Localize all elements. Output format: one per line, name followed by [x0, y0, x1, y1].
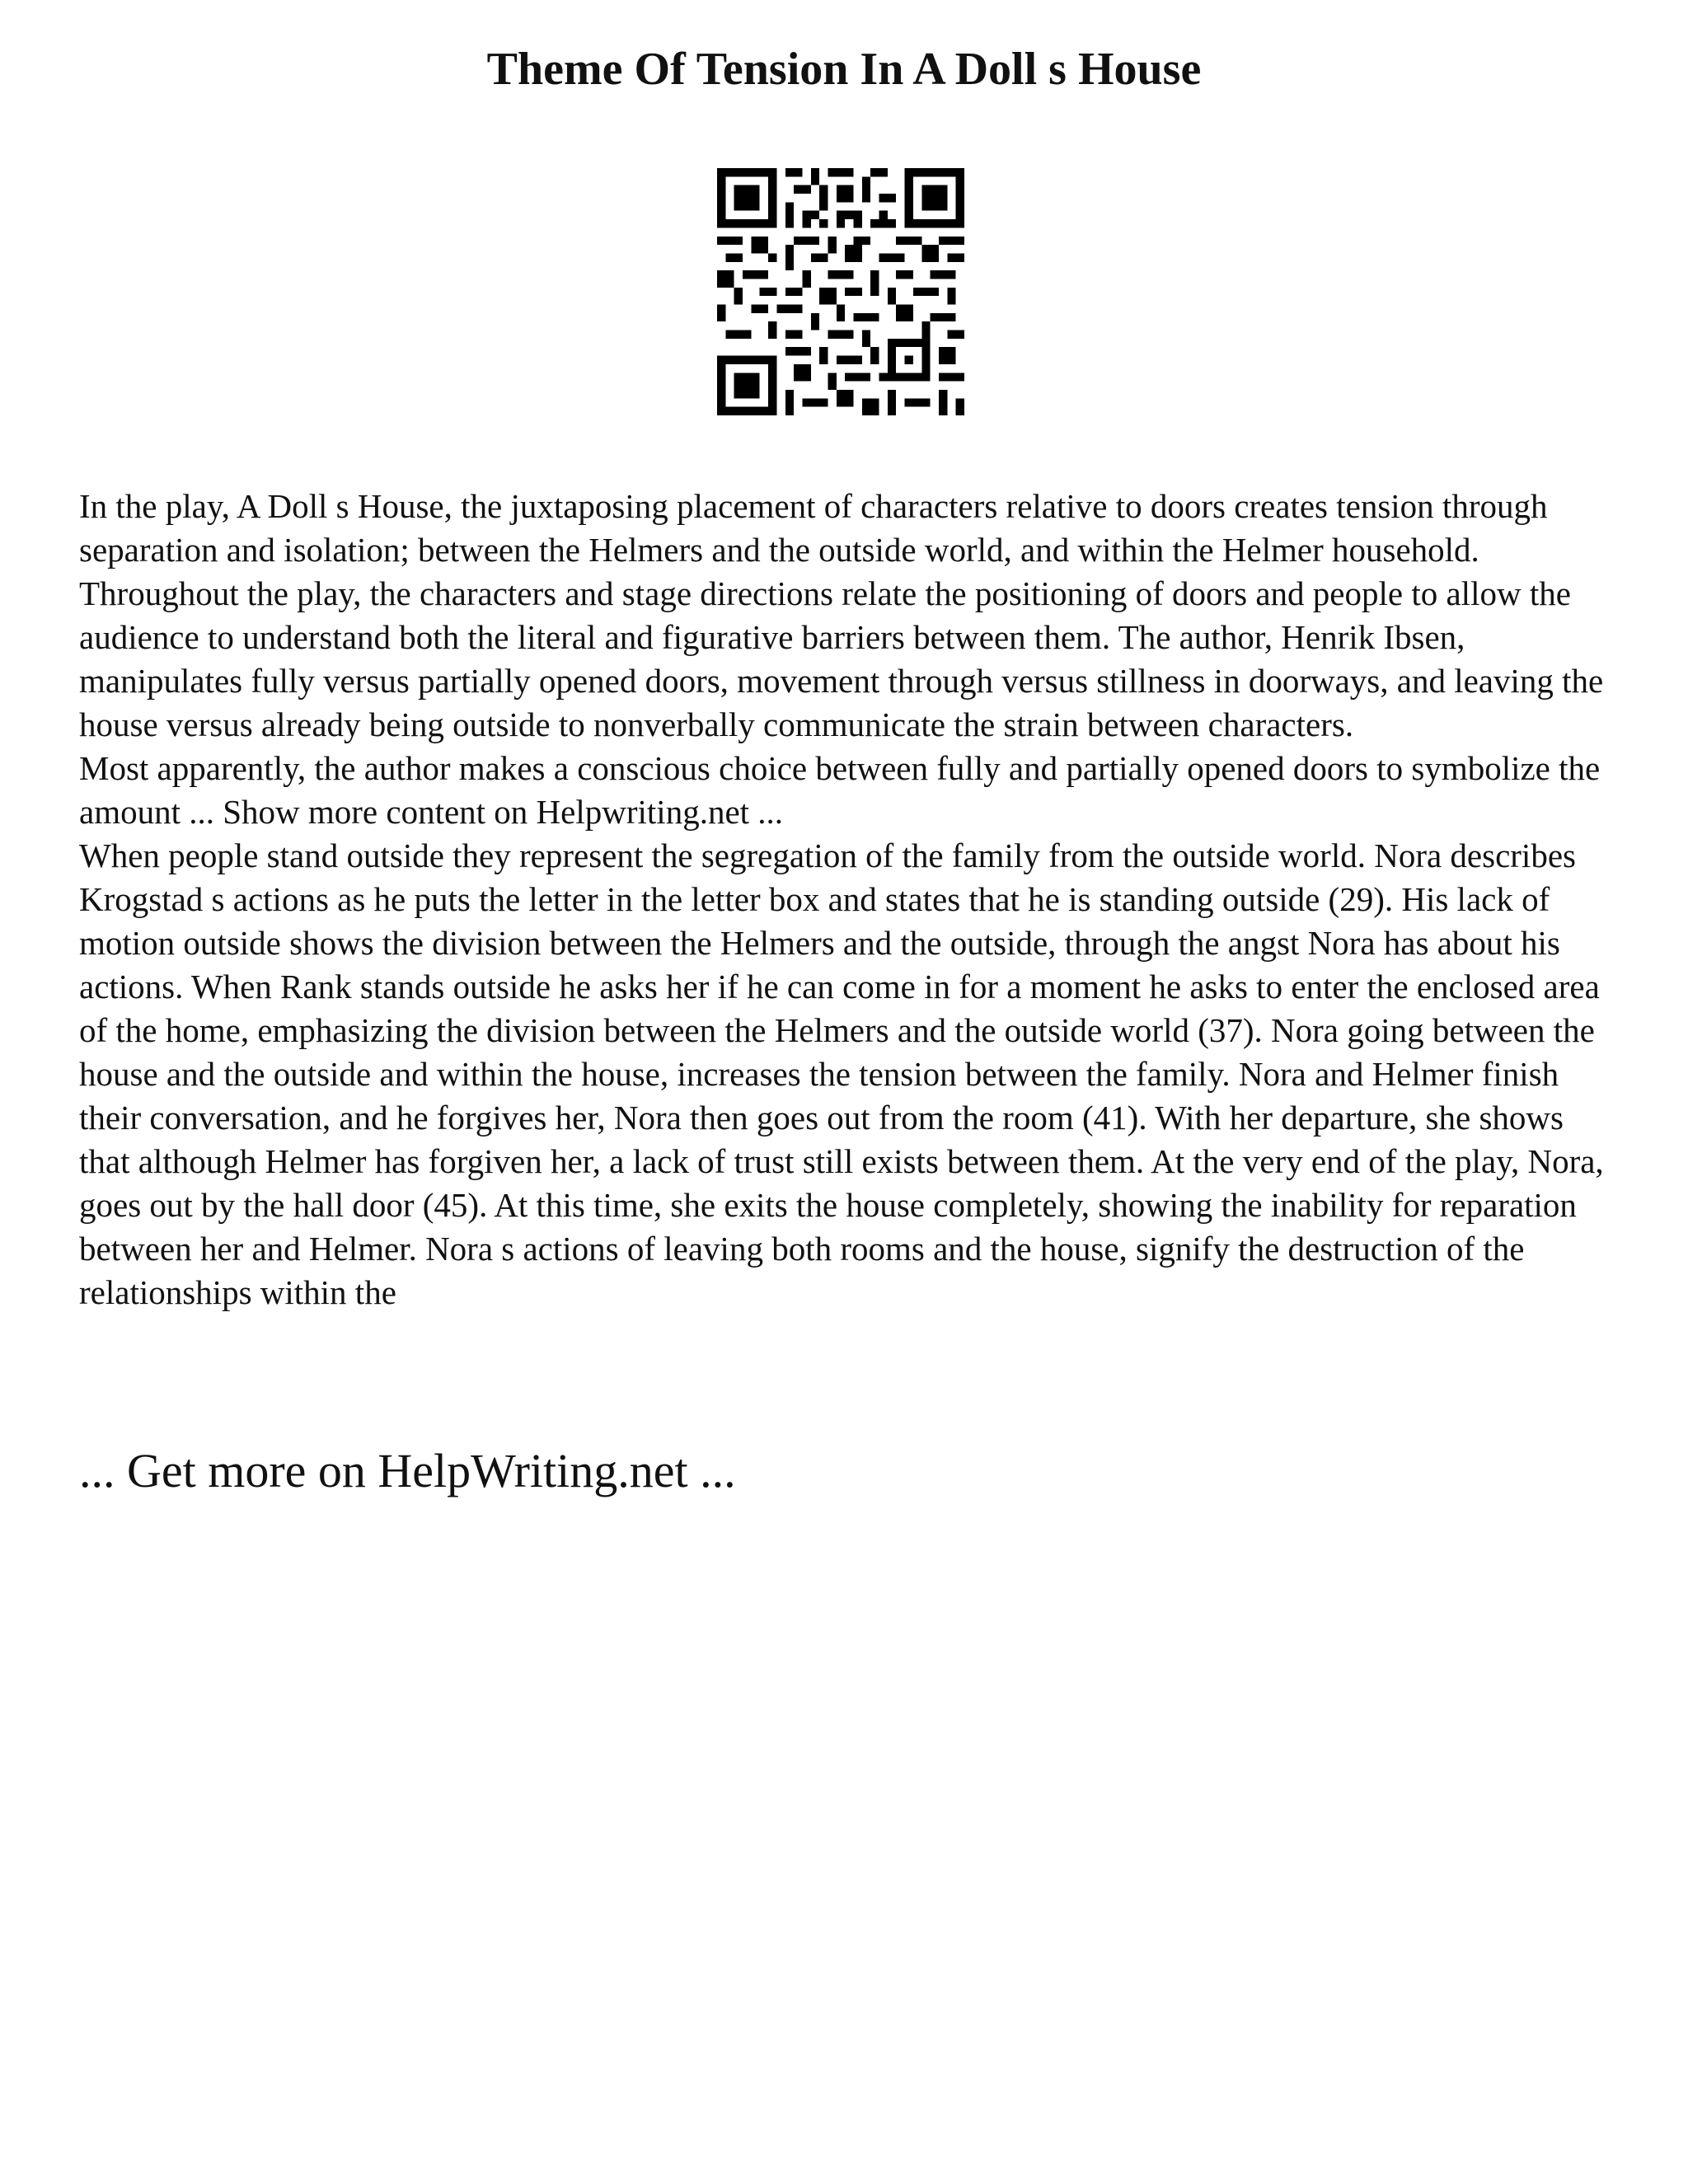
paragraph: When people stand outside they represent the segregation of the family from the outside world. Nora describes Krogstad s actions as he puts the letter in the letter box and states that he is standing outside (29). His lack of motion outside shows the division between the Helmers and the outside, through the angst Nora has about his actions. When Rank stands outside he asks her if he can come in for a moment he asks to enter the enclosed area of the home, emphasizing the division between the Helmers and the outside world (37). Nora going between the house and the outside and within the house, increases the tension between the family. Nora and Helmer finish their conversation, and he forgives her, Nora then goes out from the room (41). With her departure, she shows that although Helmer has forgiven her, a lack of trust still exists between them. At the very end of the play, Nora, goes out by the hall door (45). At this time, she exits the house completely, showing the inability for reparation between her and Helmer. Nora s actions of leaving both rooms and the house, signify the destruction of the relationships within the	[79, 837, 1604, 1311]
document-title: Theme Of Tension In A Doll s House	[486, 44, 1202, 95]
article-body	[79, 485, 1620, 1315]
get-more-link[interactable]: ... Get more on HelpWriting.net ...	[79, 1444, 736, 1497]
qr-code-icon[interactable]	[717, 168, 964, 415]
paragraph: In the play, A Doll s House, the juxtaposing placement of characters relative to doors creates tension through separation and isolation; between the Helmers and the outside world, and within the Helmer household. Throughout the play, the characters and stage directions relate the positioning of doors and people to allow the audience to understand both the literal and figurative barriers between them. The author, Henrik Ibsen, manipulates fully versus partially opened doors, movement through versus stillness in doorways, and leaving the house versus already being outside to nonverbally communicate the strain between characters.	[79, 487, 1604, 743]
paragraph: Most apparently, the author makes a conscious choice between fully and partially opened doors to symbolize the amount ... Show more content on Helpwriting.net ...	[79, 749, 1601, 831]
